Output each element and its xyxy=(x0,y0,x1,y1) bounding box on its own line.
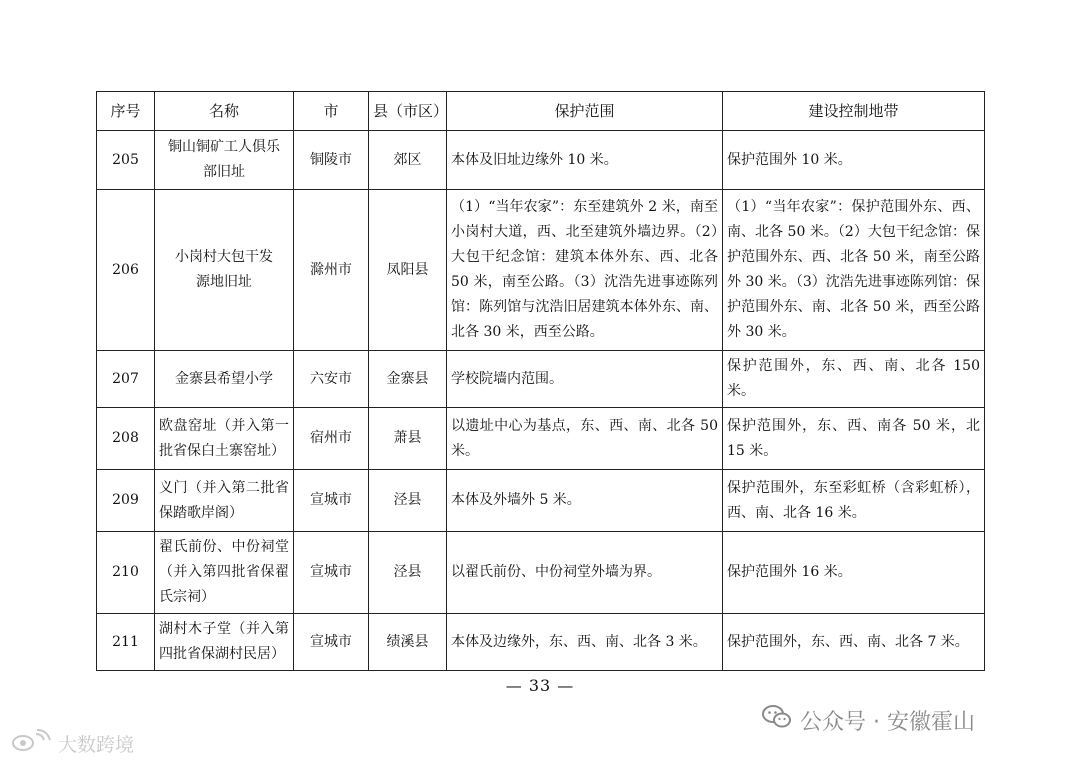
header-name: 名称 xyxy=(155,92,294,131)
weibo-icon xyxy=(10,728,54,759)
watermark-right-text: 公众号 · 安徽霍山 xyxy=(800,709,975,735)
table-row xyxy=(97,351,985,408)
cell-city: 宣城市 xyxy=(294,614,369,671)
header-protect: 保护范围 xyxy=(447,92,723,131)
cell-no: 210 xyxy=(97,532,155,614)
cell-city: 宣城市 xyxy=(294,532,369,614)
cell-protect: 本体及旧址边缘外 10 米。 xyxy=(447,131,723,190)
cell-control: 保护范围外 10 米。 xyxy=(723,131,985,190)
cell-county: 凤阳县 xyxy=(369,190,447,351)
table-row xyxy=(97,614,985,671)
page-number: — 33 — xyxy=(505,676,575,695)
cell-protect: 以翟氏前份、中份祠堂外墙为界。 xyxy=(447,532,723,614)
table-row xyxy=(97,131,985,190)
protection-range-table xyxy=(96,91,985,671)
table-row xyxy=(97,190,985,351)
cell-control: 保护范围外 16 米。 xyxy=(723,532,985,614)
cell-control: 保护范围外，东、西、南各 50 米，北 15 米。 xyxy=(723,408,985,470)
cell-control: 保护范围外，东、西、南、北各 7 米。 xyxy=(723,614,985,671)
document-table-container xyxy=(96,91,984,671)
cell-city: 滁州市 xyxy=(294,190,369,351)
header-control: 建设控制地带 xyxy=(723,92,985,131)
table-row xyxy=(97,470,985,532)
header-city: 市 xyxy=(294,92,369,131)
cell-protect: 学校院墙内范围。 xyxy=(447,351,723,408)
cell-control: 保护范围外，东、西、南、北各 150 米。 xyxy=(723,351,985,408)
cell-name: 小岗村大包干发源地旧址 xyxy=(155,190,294,351)
cell-protect: 本体及外墙外 5 米。 xyxy=(447,470,723,532)
watermark-left xyxy=(10,728,134,759)
cell-county: 金寨县 xyxy=(369,351,447,408)
cell-city: 六安市 xyxy=(294,351,369,408)
cell-no: 209 xyxy=(97,470,155,532)
watermark-right xyxy=(762,704,975,736)
cell-name: 金寨县希望小学 xyxy=(155,351,294,408)
cell-city: 宣城市 xyxy=(294,470,369,532)
table-row xyxy=(97,532,985,614)
cell-protect: 本体及边缘外，东、西、南、北各 3 米。 xyxy=(447,614,723,671)
cell-no: 208 xyxy=(97,408,155,470)
table-header-row xyxy=(97,92,985,131)
watermark-left-text: 大数跨境 xyxy=(58,734,135,756)
cell-name: 欧盘窑址（并入第一批省保白土寨窑址） xyxy=(155,408,294,470)
cell-no: 207 xyxy=(97,351,155,408)
cell-name: 湖村木子堂（并入第四批省保湖村民居） xyxy=(155,614,294,671)
cell-city: 宿州市 xyxy=(294,408,369,470)
cell-county: 郊区 xyxy=(369,131,447,190)
cell-no: 211 xyxy=(97,614,155,671)
cell-no: 205 xyxy=(97,131,155,190)
cell-county: 绩溪县 xyxy=(369,614,447,671)
header-county: 县（市区） xyxy=(369,92,447,131)
cell-control: （1）“当年农家”：保护范围外东、西、南、北各 50 米。（2）大包干纪念馆：保护范围外东、西、北各 50 米，南至公路外 30 米。（3）沈浩先进事迹陈列馆：保护范围外东、南、北各 50 米，西至公路外 30 米。 xyxy=(723,190,985,351)
cell-protect: （1）“当年农家”：东至建筑外 2 米，南至小岗村大道，西、北至建筑外墙边界。（2）大包干纪念馆：建筑本体外东、西、北各 50 米，南至公路。（3）沈浩先进事迹陈列馆：陈列馆与沈浩旧居建筑本体外东、南、北各 30 米，西至公路。 xyxy=(447,190,723,351)
cell-city: 铜陵市 xyxy=(294,131,369,190)
cell-no: 206 xyxy=(97,190,155,351)
cell-county: 泾县 xyxy=(369,532,447,614)
cell-county: 泾县 xyxy=(369,470,447,532)
cell-name: 义门（并入第二批省保踏歌岸阁） xyxy=(155,470,294,532)
header-no: 序号 xyxy=(97,92,155,131)
table-row xyxy=(97,408,985,470)
cell-name: 翟氏前份、中份祠堂（并入第四批省保翟氏宗祠） xyxy=(155,532,294,614)
cell-control: 保护范围外，东至彩虹桥（含彩虹桥），西、南、北各 16 米。 xyxy=(723,470,985,532)
cell-protect: 以遗址中心为基点，东、西、南、北各 50 米。 xyxy=(447,408,723,470)
wechat-icon xyxy=(762,704,792,736)
cell-name: 铜山铜矿工人俱乐部旧址 xyxy=(155,131,294,190)
cell-county: 萧县 xyxy=(369,408,447,470)
